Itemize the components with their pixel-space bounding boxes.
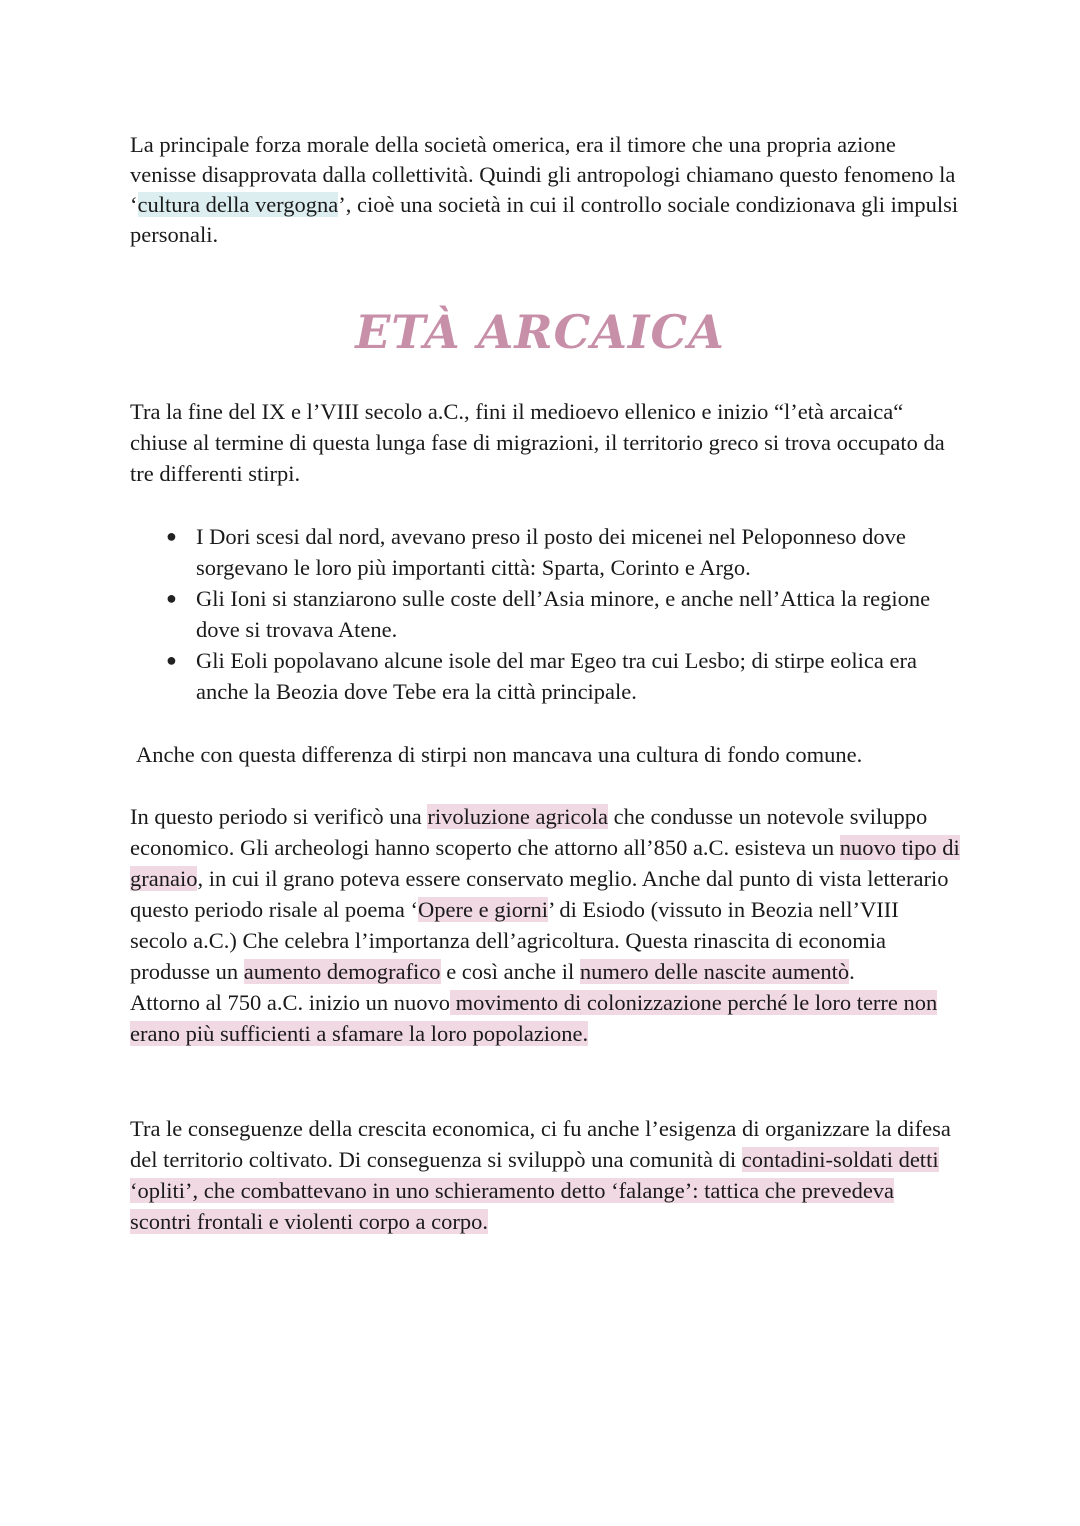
highlight-colonizzazione: movimento di colonizzazione perché le loro terre non erano più sufficienti a sfamare la loro popolazione. [130, 990, 938, 1046]
text-run: ’ di Esiodo (vissuto in Beozia nell’VIII secolo a.C.) Che celebra l’importanza dell’agricoltura. Questa rinascita di economia produsse un [130, 897, 899, 984]
bullet-icon: ● [166, 650, 177, 670]
paragraph-opliti [130, 1113, 960, 1237]
highlight-opliti-falange: contadini-soldati detti ‘opliti’, che combattevano in uno schieramento detto ‘falange’: tattica che prevedeva scontri frontali e violenti corpo a corpo. [130, 1147, 939, 1234]
bullet-icon: ● [166, 588, 177, 608]
intro-text-end: ’, cioè una società in cui il controllo sociale condizionava gli impulsi personali. [130, 192, 959, 247]
intro-paragraph [130, 130, 960, 250]
text-run: , in cui il grano poteva essere conservato meglio. Anche dal punto di vista letterario questo periodo risale al poema ‘ [130, 866, 949, 922]
list-item-text: Gli Ioni si stanziarono sulle coste dell’Asia minore, e anche nell’Attica la regione dove si trovava Atene. [196, 586, 931, 642]
bullet-icon: ● [166, 526, 177, 546]
list-item-text: Gli Eoli popolavano alcune isole del mar Egeo tra cui Lesbo; di stirpe eolica era anche la Beozia dove Tebe era la città principale. [196, 648, 917, 704]
paragraph-rivoluzione-agricola [130, 801, 960, 1049]
highlight-aumento-demografico: aumento demografico [243, 959, 441, 984]
text-run: In questo periodo si verificò una [130, 804, 428, 829]
intro-text: La principale forza morale della società omerica, era il timore che una propria azione venisse disapprovata dalla collettività. Quindi gli antropologi chiamano questo fenomeno la ‘ [130, 132, 956, 217]
highlight-nascite: numero delle nascite aumentò [579, 959, 850, 984]
text-run: Tra le conseguenze della crescita economica, ci fu anche l’esigenza di organizzare la difesa del territorio coltivato. Di conseguenza si sviluppò una comunità di [130, 1116, 951, 1172]
highlight-rivoluzione-agricola: rivoluzione agricola [427, 804, 608, 829]
list-item-ioni [130, 583, 970, 645]
highlight-opere-e-giorni: Opere e giorni [418, 897, 548, 922]
highlight-granaio: nuovo tipo di granaio [130, 835, 960, 891]
list-item-dori [130, 521, 970, 583]
list-item-eoli [130, 645, 970, 707]
text-run: Attorno al 750 a.C. inizio un nuovo [130, 990, 450, 1015]
text-run: che condusse un notevole sviluppo economico. Gli archeologi hanno scoperto che attorno all’850 a.C. esisteva un [130, 804, 928, 860]
section-title: ETÀ ARCAICA [355, 305, 725, 359]
stirpi-list [130, 521, 970, 707]
text-run: . [849, 959, 855, 984]
text-run: e così anche il [440, 959, 580, 984]
highlight-cultura-vergogna: cultura della vergogna [137, 192, 339, 217]
list-item-text: I Dori scesi dal nord, avevano preso il posto dei micenei nel Peloponneso dove sorgevano le loro più importanti città: Sparta, Corinto e Argo. [196, 524, 906, 580]
paragraph-eta-arcaica: Tra la fine del IX e l’VIII secolo a.C., fini il medioevo ellenico e inizio “l’età arcaica“ chiuse al termine di questa lunga fase di migrazioni, il territorio greco si trova occupato da tre differenti stirpi. [130, 399, 945, 486]
paragraph-cultura-comune: Anche con questa differenza di stirpi non mancava una cultura di fondo comune. [136, 742, 863, 767]
